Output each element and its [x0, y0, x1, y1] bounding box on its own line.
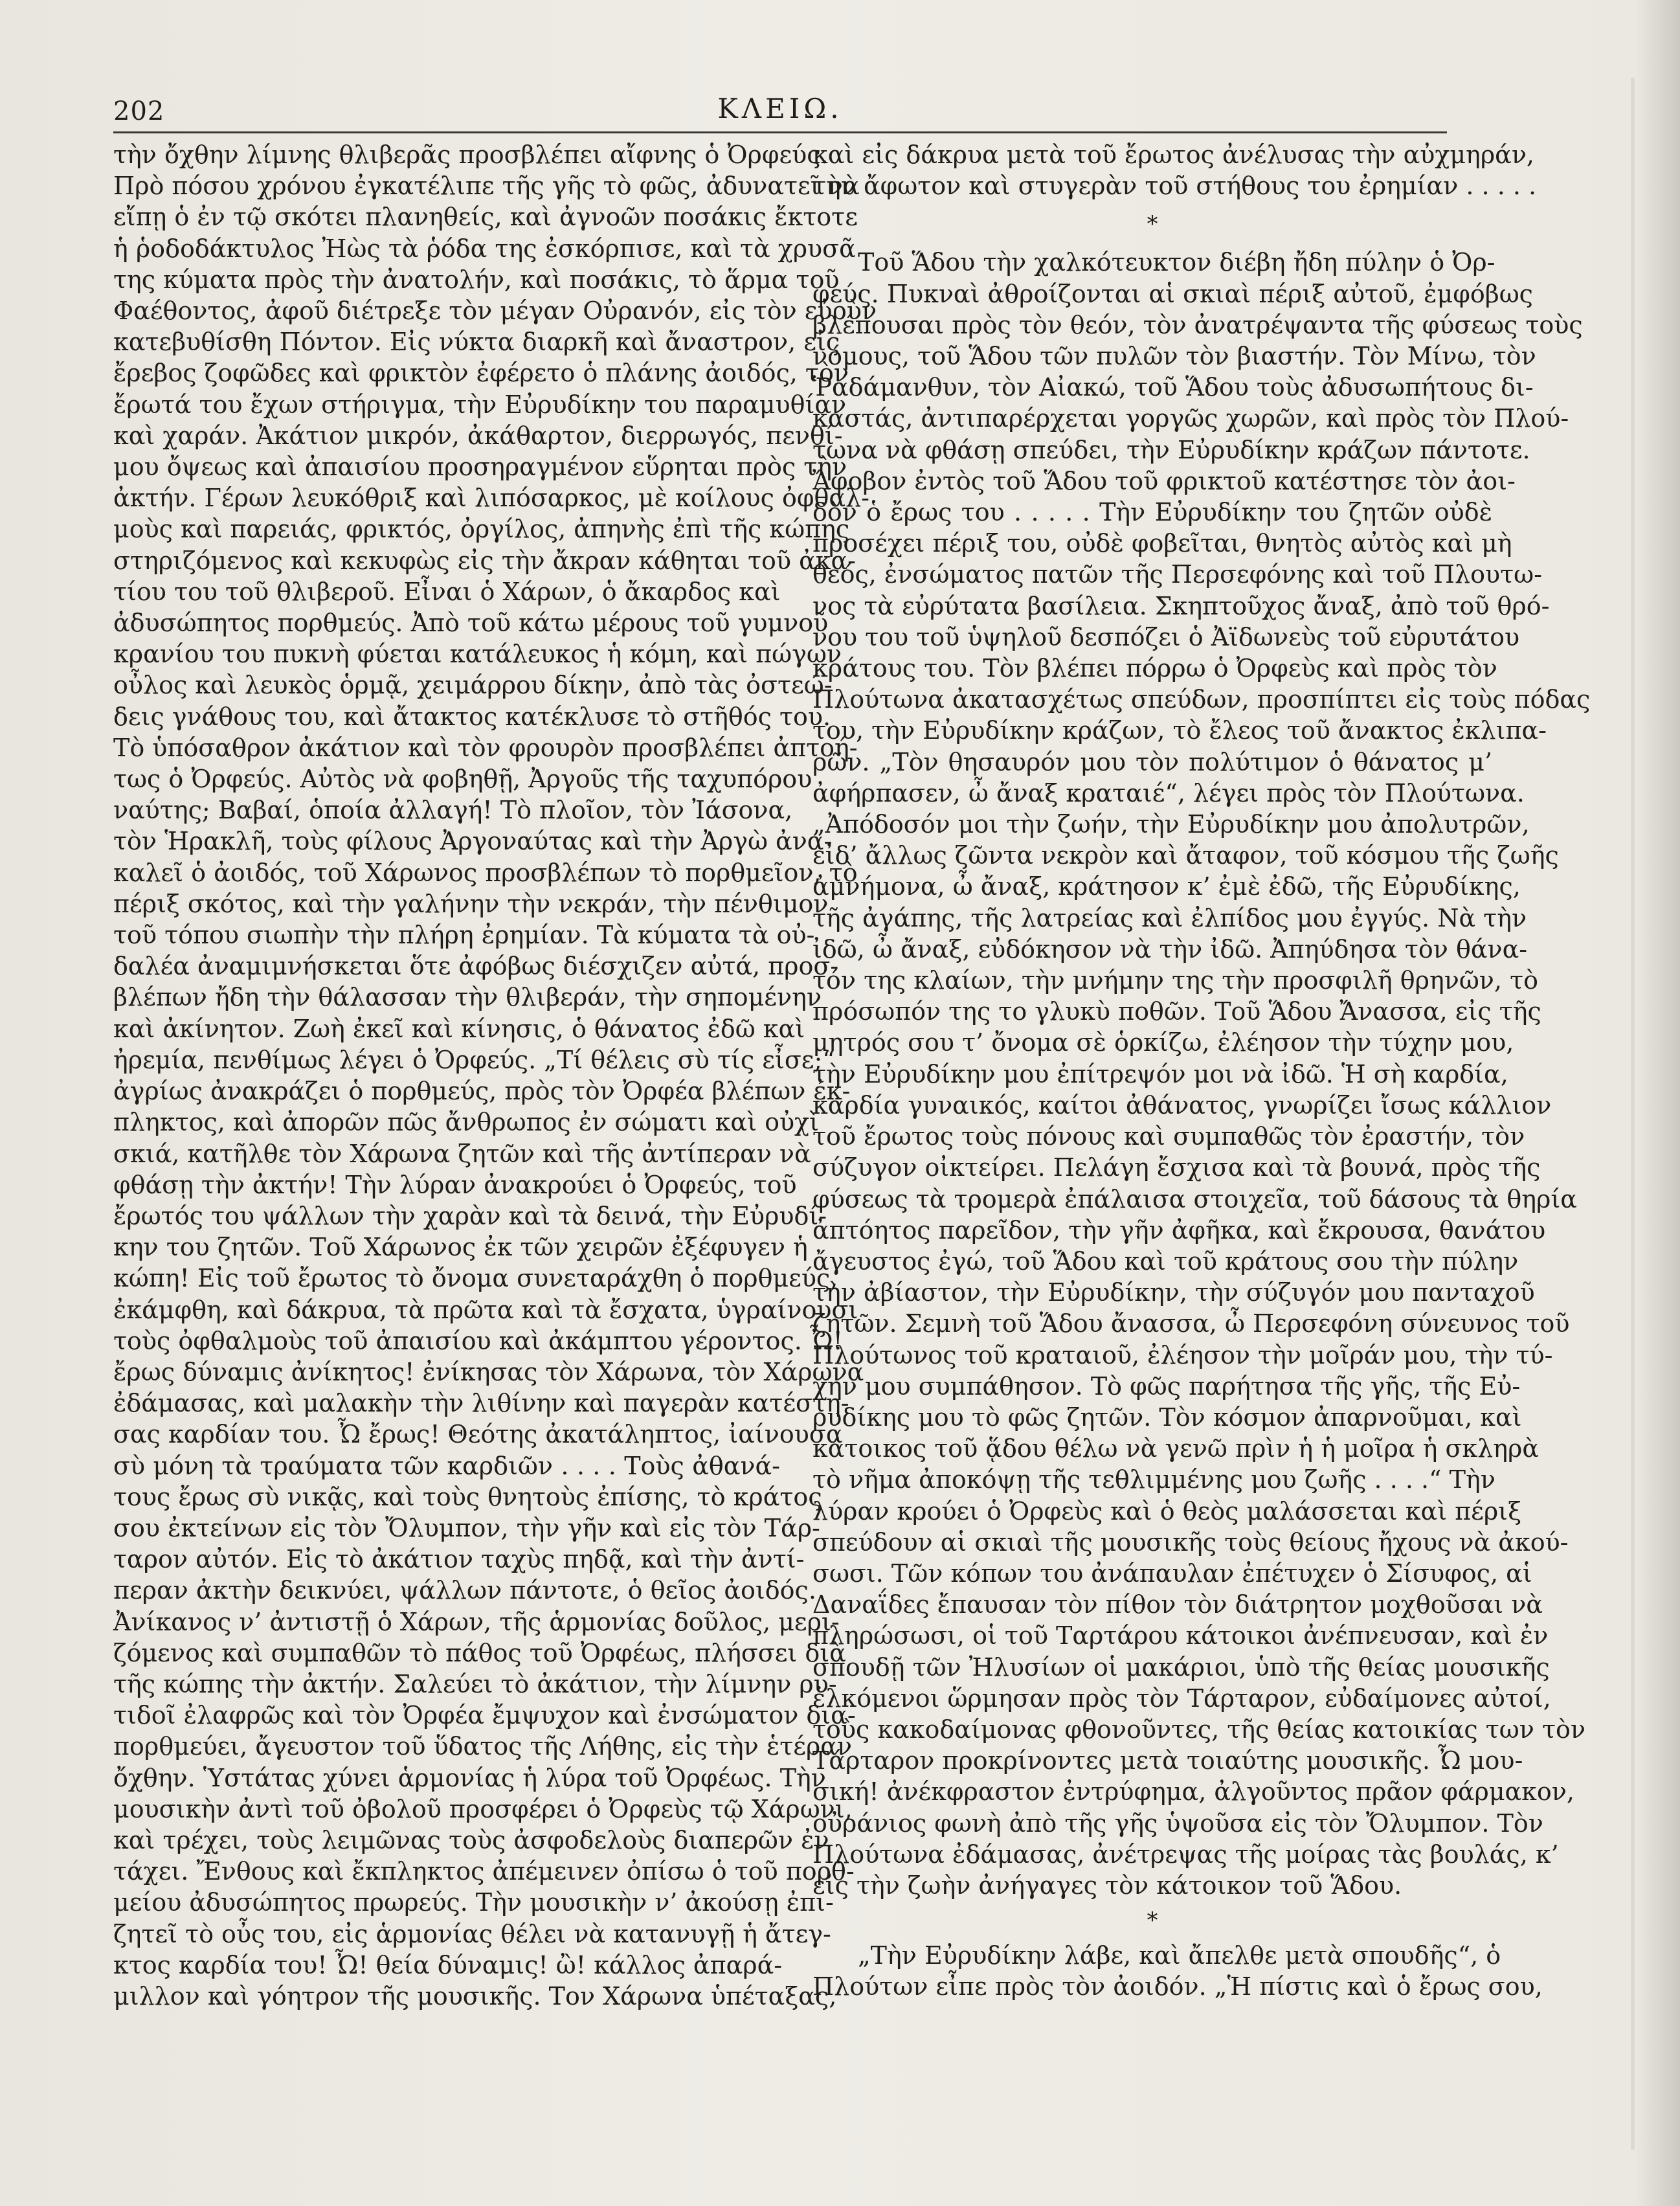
- text-line: περαν ἀκτὴν δεικνύει, ψάλλων πάντοτε, ὁ θεῖος ἀοιδός.: [113, 1576, 816, 1605]
- text-line: ἀφήρπασεν, ὦ ἄναξ κραταιέ“, λέγει πρὸς τὸν Πλούτωνα.: [812, 778, 1525, 807]
- text-line: ἀμνήμονα, ὦ ἄναξ, κράτησον κ’ ἐμὲ ἐδῶ, τῆς Εὐρυδίκης,: [812, 872, 1521, 901]
- text-line: καλεῖ ὁ ἀοιδός, τοῦ Χάρωνος προσβλέπων τὸ πορθμεῖον, τὸ: [113, 858, 858, 887]
- text-line: τὸν Ἡρακλῆ, τοὺς φίλους Ἀργοναύτας καὶ τὴν Ἀργὼ ἀνα-: [113, 827, 833, 856]
- text-line: κράτους του. Τὸν βλέπει πόρρω ὁ Ὀρφεὺς καὶ πρὸς τὸν: [812, 654, 1497, 683]
- text-line: σκιά, κατῆλθε τὸν Χάρωνα ζητῶν καὶ τῆς ἀντίπεραν νὰ: [113, 1139, 811, 1168]
- text-line: δὸν ὁ ἔρως του . . . . . Τὴν Εὐρυδίκην του ζητῶν οὐδὲ: [812, 498, 1492, 527]
- text-line: μιλλον καὶ γόητρον τῆς μουσικῆς. Τον Χάρωνα ὑπέταξας,: [113, 1981, 837, 2010]
- text-line: τὴν ἀβίαστον, τὴν Εὐρυδίκην, τὴν σύζυγόν μου πανταχοῦ: [812, 1278, 1535, 1307]
- text-line: ἔρωτός του ψάλλων τὴν χαρὰν καὶ τὰ δεινά, τὴν Εὐρυδί-: [113, 1201, 827, 1230]
- text-line: τοὺς ὀφθαλμοὺς τοῦ ἀπαισίου καὶ ἀκάμπτου γέροντος. Ὦ!: [113, 1326, 843, 1355]
- text-line: ἑλκόμενοι ὥρμησαν πρὸς τὸν Τάρταρον, εὐδαίμονες αὐτοί,: [812, 1683, 1551, 1713]
- text-line: Τοῦ Ἅδου τὴν χαλκότευκτον διέβη ἤδη πύλην ὁ Ὀρ-: [858, 248, 1495, 277]
- text-line: „Ἀπόδοσόν μοι τὴν ζωήν, τὴν Εὐρυδίκην μου ἀπολυτρῶν,: [812, 810, 1530, 839]
- text-line: μοὺς καὶ παρειάς, φρικτός, ὀργίλος, ἀπηνὴς ἐπὶ τῆς κώπης: [113, 515, 850, 544]
- text-line: τοῦ τόπου σιωπὴν τὴν πλήρη ἐρημίαν. Τὰ κύματα τὰ οὐ-: [113, 921, 815, 950]
- text-line: τίου του τοῦ θλιβεροῦ. Εἶναι ὁ Χάρων, ὁ ἄκαρδος καὶ: [113, 577, 781, 606]
- text-line: τους ἔρως σὺ νικᾷς, καὶ τοὺς θνητοὺς ἐπίσης, τὸ κράτος: [113, 1482, 822, 1511]
- text-line: δεις γνάθους του, καὶ ἄτακτος κατέκλυσε τὸ στῆθός του.: [113, 702, 831, 731]
- text-line: κτος καρδία του! Ὦ! θεία δύναμις! ὢ! κάλλος ἀπαρά-: [113, 1950, 783, 1979]
- text-line: Ἄφοβον ἐντὸς τοῦ Ἅδου τοῦ φρικτοῦ κατέστησε τὸν ἀοι-: [812, 466, 1516, 495]
- text-line: εἰδ’ ἄλλως ζῶντα νεκρὸν καὶ ἄταφον, τοῦ κόσμου τῆς ζωῆς: [812, 841, 1559, 870]
- text-line: „Τὴν Εὐρυδίκην λάβε, καὶ ἄπελθε μετὰ σπουδῆς“, ὁ: [858, 1941, 1501, 1970]
- right-column-section: [812, 247, 1591, 1901]
- text-line: καστάς, ἀντιπαρέρχεται γοργῶς χωρῶν, καὶ πρὸς τὸν Πλού-: [812, 404, 1569, 433]
- text-line: πληκτος, καὶ ἀπορῶν πῶς ἄνθρωπος ἐν σώματι καὶ οὐχὶ: [113, 1108, 819, 1137]
- text-line: βλέπων ἤδη τὴν θάλασσαν τὴν θλιβεράν, τὴν σηπομένην: [113, 983, 822, 1012]
- text-line: Πλούτωνα ἀκατασχέτως σπεύδων, προσπίπτει εἰς τοὺς πόδας: [812, 685, 1591, 714]
- text-line: ζητεῖ τὸ οὖς του, εἰς ἁρμονίας θέλει νὰ κατανυγῇ ἡ ἄτεγ-: [113, 1919, 831, 1948]
- header-rule: [113, 131, 1447, 133]
- text-line: πληρώσωσι, οἱ τοῦ Ταρτάρου κάτοικοι ἀνέπνευσαν, καὶ ἐν: [812, 1621, 1549, 1650]
- text-line: Φαέθοντος, ἀφοῦ διέτρεξε τὸν μέγαν Οὐρανόν, εἰς τὸν εὐρὺν: [113, 297, 877, 326]
- text-line: ναύτης; Βαβαί, ὁποία ἀλλαγή! Τὸ πλοῖον, τὸν Ἰάσονα,: [113, 796, 793, 825]
- text-line: ἔρως δύναμις ἀνίκητος! ἐνίκησας τὸν Χάρωνα, τὸν Χάρωνα: [113, 1357, 864, 1386]
- text-line: τῆς κώπης τὴν ἀκτήν. Σαλεύει τὸ ἀκάτιον, τὴν λίμνην ρυ-: [113, 1669, 837, 1698]
- text-line: καὶ ἀκίνητον. Ζωὴ ἐκεῖ καὶ κίνησις, ὁ θάνατος ἐδῶ καὶ: [113, 1014, 805, 1043]
- text-line: ζόμενος καὶ συμπαθῶν τὸ πάθος τοῦ Ὀρφέως, πλήσσει διὰ: [113, 1638, 846, 1667]
- page-header: [113, 87, 1447, 133]
- text-line: κην του ζητῶν. Τοῦ Χάρωνος ἐκ τῶν χειρῶν ἐξέφυγεν ἡ: [113, 1233, 808, 1262]
- text-line: φεύς. Πυκναὶ ἀθροίζονται αἱ σκιαὶ πέριξ αὐτοῦ, ἐμφόβως: [812, 279, 1533, 308]
- text-line: σπεύδουν αἱ σκιαὶ τῆς μουσικῆς τοὺς θείους ἤχους νὰ ἀκού-: [812, 1527, 1569, 1557]
- text-line: κάτοικος τοῦ ᾅδου θέλω νὰ γενῶ πρὶν ἡ ἡ μοῖρα ἡ σκληρὰ: [812, 1434, 1540, 1463]
- text-line: Πλούτων εἶπε πρὸς τὸν ἀοιδόν. „Ἡ πίστις καὶ ὁ ἔρως σου,: [812, 1972, 1543, 2001]
- text-line: μείου ἀδυσώπητος πρωρεύς. Τὴν μουσικὴν ν’ ἀκούσῃ ἐπι-: [113, 1888, 834, 1917]
- text-line: τὴν ἄφωτον καὶ στυγερὰν τοῦ στήθους του ἐρημίαν . . . . .: [812, 172, 1537, 201]
- text-line: ἡ ῥοδοδάκτυλος Ἠὼς τὰ ῥόδα της ἐσκόρπισε, καὶ τὰ χρυσᾶ: [113, 234, 856, 263]
- right-column-opening: [812, 139, 1537, 201]
- text-line: ἀπτόητος παρεῖδον, τὴν γῆν ἀφῆκα, καὶ ἔκρουσα, θανάτου: [812, 1215, 1546, 1244]
- text-line: καὶ χαράν. Ἀκάτιον μικρόν, ἀκάθαρτον, διερρωγός, πενθί-: [113, 421, 843, 450]
- text-line: τόν της κλαίων, τὴν μνήμην της τὴν προσφιλῆ θρηνῶν, τὸ: [812, 966, 1538, 995]
- text-line: τῆς ἀγάπης, τῆς λατρείας καὶ ἐλπίδος μου ἐγγύς. Νὰ τὴν: [812, 903, 1527, 932]
- text-line: πρόσωπόν της το γλυκὺ ποθῶν. Τοῦ Ἅδου Ἄνασσα, εἰς τῆς: [812, 997, 1541, 1026]
- text-line: Ῥαδάμανθυν, τὸν Αἰακώ, τοῦ Ἅδου τοὺς ἀδυσωπήτους δι-: [812, 373, 1534, 402]
- text-line: σική! ἀνέκφραστον ἐντρύφημα, ἀλγοῦντος πρᾶον φάρμακον,: [812, 1777, 1574, 1806]
- text-line: καὶ εἰς δάκρυα μετὰ τοῦ ἔρωτος ἀνέλυσας τὴν αὐχμηράν,: [812, 141, 1535, 169]
- text-line: τοὺς κακοδαίμονας φθονοῦντες, τῆς θείας κατοικίας των τὸν: [812, 1715, 1585, 1744]
- section-separator: *: [1147, 1908, 1158, 1934]
- text-line: καρδία γυναικός, καίτοι ἀθάνατος, γνωρίζει ἴσως κάλλιον: [812, 1090, 1552, 1120]
- text-line: σωσι. Τῶν κόπων του ἀνάπαυλαν ἐπέτυχεν ὁ Σίσυφος, αἱ: [812, 1559, 1532, 1588]
- text-line: σὺ μόνη τὰ τραύματα τῶν καρδιῶν . . . . Τοὺς ἀθανά-: [113, 1451, 780, 1480]
- text-line: τάχει. Ἔνθους καὶ ἔκπληκτος ἀπέμεινεν ὀπίσω ὁ τοῦ πορθ-: [113, 1857, 855, 1886]
- text-line: Πλούτωνος τοῦ κραταιοῦ, ἐλέησον τὴν μοῖράν μου, τὴν τύ-: [812, 1340, 1553, 1369]
- left-column: [113, 139, 877, 2166]
- text-line: της κύματα πρὸς τὴν ἀνατολήν, καὶ ποσάκις, τὸ ἅρμα τοῦ: [113, 265, 840, 294]
- text-line: καὶ τρέχει, τοὺς λειμῶνας τοὺς ἀσφοδελοὺς διαπερῶν ἐν: [113, 1825, 829, 1854]
- right-column: [812, 139, 1591, 2166]
- text-line: Πλούτωνα ἐδάμασας, ἀνέτρεψας τῆς μοίρας τὰς βουλάς, κ’: [812, 1840, 1559, 1869]
- text-line: λύραν κρούει ὁ Ὀρφεὺς καὶ ὁ θεὸς μαλάσσεται καὶ πέριξ: [812, 1496, 1522, 1525]
- text-line: στηριζόμενος καὶ κεκυφὼς εἰς τὴν ἄκραν κάθηται τοῦ ἀκα-: [113, 546, 857, 575]
- text-line: πορθμεύει, ἄγευστον τοῦ ὕδατος τῆς Λήθης, εἰς τὴν ἑτέραν: [113, 1732, 853, 1761]
- text-line: φύσεως τὰ τρομερὰ ἐπάλαισα στοιχεῖα, τοῦ δάσους τὰ θηρία: [812, 1184, 1577, 1213]
- text-line: ἔρεβος ζοφῶδες καὶ φρικτὸν ἐφέρετο ὁ πλάνης ἀοιδός, τὸν: [113, 359, 849, 388]
- text-line: ζητῶν. Σεμνὴ τοῦ Ἅδου ἄνασσα, ὦ Περσεφόνη σύνευνος τοῦ: [812, 1309, 1570, 1338]
- text-line: ἠρεμία, πενθίμως λέγει ὁ Ὀρφεύς. „Τί θέλεις σὺ τίς εἶσε;“: [113, 1045, 835, 1074]
- text-line: μητρός σου τ’ ὄνομα σὲ ὁρκίζω, ἐλέησον τὴν τύχην μου,: [812, 1028, 1514, 1057]
- text-line: φθάσῃ τὴν ἀκτήν! Τὴν λύραν ἀνακρούει ὁ Ὀρφεύς, τοῦ: [113, 1170, 797, 1199]
- text-line: τὴν ὄχθην λίμνης θλιβερᾶς προσβλέπει αἴφνης ὁ Ὀρφεύς.: [113, 141, 829, 169]
- text-line: ταρον αὐτόν. Εἰς τὸ ἀκάτιον ταχὺς πηδᾷ, καὶ τὴν ἀντί-: [113, 1545, 805, 1574]
- text-line: ὄχθην. Ὑστάτας χύνει ἁρμονίας ἡ λύρα τοῦ Ὀρφέως. Τὴν: [113, 1763, 826, 1792]
- text-line: τως ὁ Ὀρφεύς. Αὐτὸς νὰ φοβηθῇ, Ἀργοῦς τῆς ταχυπόρου: [113, 765, 812, 794]
- text-line: τωνα νὰ φθάσῃ σπεύδει, τὴν Εὐρυδίκην κράζων πάντοτε.: [812, 435, 1530, 464]
- text-line: μουσικὴν ἀντὶ τοῦ ὀβολοῦ προσφέρει ὁ Ὀρφεὺς τῷ Χάρωνι,: [113, 1794, 853, 1823]
- text-line: ἔρωτά του ἔχων στήριγμα, τὴν Εὐρυδίκην του παραμυθίαν: [113, 390, 847, 419]
- text-line: ἐδάμασας, καὶ μαλακὴν τὴν λιθίνην καὶ παγερὰν κατέστη-: [113, 1389, 849, 1418]
- right-column-closing: [812, 1940, 1543, 2002]
- text-line: νου του τοῦ ὑψηλοῦ δεσπόζει ὁ Ἀϊδωνεὺς τοῦ εὐρυτάτου: [812, 622, 1520, 651]
- text-line: νος τὰ εὐρύτατα βασίλεια. Σκηπτοῦχος ἄναξ, ἀπὸ τοῦ θρό-: [812, 591, 1550, 620]
- text-line: τοῦ ἔρωτος τοὺς πόνους καὶ συμπαθῶς τὸν ἐραστήν, τὸν: [812, 1122, 1525, 1151]
- text-line: ἀκτήν. Γέρων λευκόθριξ καὶ λιπόσαρκος, μὲ κοίλους ὀφθαλ-: [113, 484, 869, 513]
- text-line: θεός, ἐνσώματος πατῶν τῆς Περσεφόνης καὶ τοῦ Πλουτω-: [812, 560, 1542, 589]
- text-line: σύζυγον οἰκτείρει. Πελάγη ἔσχισα καὶ τὰ βουνά, πρὸς τῆς: [812, 1153, 1541, 1182]
- text-line: σας καρδίαν του. Ὦ ἔρως! Θεότης ἀκατάληπτος, ἰαίνουσα: [113, 1420, 843, 1449]
- text-line: πέριξ σκότος, καὶ τὴν γαλήνην τὴν νεκράν, τὴν πένθιμον: [113, 889, 829, 918]
- text-line: ἀδυσώπητος πορθμεύς. Ἀπὸ τοῦ κάτω μέρους τοῦ γυμνοῦ: [113, 609, 829, 638]
- text-line: σου ἐκτείνων εἰς τὸν Ὄλυμπον, τὴν γῆν καὶ εἰς τὸν Τάρ-: [113, 1513, 820, 1542]
- text-line: Τὸ ὑπόσαθρον ἀκάτιον καὶ τὸν φρουρὸν προσβλέπει ἀπτοή-: [113, 733, 858, 762]
- text-line: οὐράνιος φωνὴ ἀπὸ τῆς γῆς ὑψοῦσα εἰς τὸν Ὄλυμπον. Τὸν: [812, 1808, 1543, 1838]
- section-separator: *: [1147, 211, 1158, 238]
- text-line: ἀγρίως ἀνακράζει ὁ πορθμεύς, πρὸς τὸν Ὀρφέα βλέπων ἐκ-: [113, 1077, 851, 1106]
- text-line: ρῶν. „Τὸν θησαυρόν μου τὸν πολύτιμον ὁ θάνατος μ’: [812, 747, 1492, 776]
- text-line: Πρὸ πόσου χρόνου ἐγκατέλιπε τῆς γῆς τὸ φῶς, ἀδυνατεῖ νὰ: [113, 172, 860, 201]
- binding-shadow: [1635, 0, 1680, 2206]
- text-line: Ἀνίκανος ν’ ἀντιστῇ ὁ Χάρων, τῆς ἁρμονίας δοῦλος, μερι-: [113, 1607, 840, 1636]
- text-line: κώπη! Εἰς τοῦ ἔρωτος τὸ ὄνομα συνεταράχθη ὁ πορθμεύς,: [113, 1264, 838, 1293]
- page-number: 202: [113, 96, 165, 126]
- text-line: δαλέα ἀναμιμνήσκεται ὅτε ἀφόβως διέσχιζεν αὐτά, προσ-: [113, 952, 839, 981]
- running-title: ΚΛΕΙΩ.: [717, 93, 843, 124]
- text-line: εἰς τὴν ζωὴν ἀνήγαγες τὸν κάτοικον τοῦ Ἅδου.: [812, 1871, 1402, 1900]
- text-line: σπουδῇ τῶν Ἠλυσίων οἱ μακάριοι, ὑπὸ τῆς θείας μουσικῆς: [812, 1652, 1550, 1682]
- text-line: τιδοῖ ἐλαφρῶς καὶ τὸν Ὀρφέα ἔμψυχον καὶ ἐνσώματον δια-: [113, 1701, 856, 1730]
- text-line: βλέπουσαι πρὸς τὸν θεόν, τὸν ἀνατρέψαντα τῆς φύσεως τοὺς: [812, 310, 1583, 339]
- text-line: του, τὴν Εὐρυδίκην κράζων, τὸ ἔλεος τοῦ ἄνακτος ἐκλιπα-: [812, 716, 1547, 745]
- text-line: νόμους, τοῦ Ἅδου τῶν πυλῶν τὸν βιαστήν. Τὸν Μίνω, τὸν: [812, 342, 1536, 371]
- text-line: προσέχει πέριξ του, οὐδὲ φοβεῖται, θνητὸς αὐτὸς καὶ μὴ: [812, 529, 1512, 558]
- text-line: οὖλος καὶ λευκὸς ὁρμᾷ, χειμάρρου δίκην, ἀπὸ τὰς ὀστεώ-: [113, 671, 833, 700]
- text-line: ρυδίκης μου τὸ φῶς ζητῶν. Τὸν κόσμον ἀπαρνοῦμαι, καὶ: [812, 1402, 1522, 1432]
- text-line: χην μου συμπάθησον. Τὸ φῶς παρήτησα τῆς γῆς, τῆς Εὐ-: [812, 1371, 1521, 1401]
- text-line: μου ὄψεως καὶ ἀπαισίου προσηραγμένον εὕρηται πρὸς τὴν: [113, 453, 847, 482]
- text-line: κατεβυθίσθη Πόντον. Εἰς νύκτα διαρκῆ καὶ ἄναστρον, εἰς: [113, 328, 840, 357]
- text-line: εἴπῃ ὁ ἐν τῷ σκότει πλανηθείς, καὶ ἀγνοῶν ποσάκις ἔκτοτε: [113, 203, 858, 232]
- text-line: τὸ νῆμα ἀποκόψῃ τῆς τεθλιμμένης μου ζωῆς . . . .“ Τὴν: [812, 1465, 1495, 1494]
- text-line: Δαναΐδες ἔπαυσαν τὸν πίθον τὸν διάτρητον μοχθοῦσαι νὰ: [812, 1590, 1543, 1619]
- text-line: ἄγευστος ἐγώ, τοῦ Ἅδου καὶ τοῦ κράτους σου τὴν πύλην: [812, 1246, 1519, 1276]
- text-line: Τάρταρον προκρίνοντες μετὰ τοιαύτης μουσικῆς. Ὦ μου-: [812, 1746, 1523, 1775]
- text-line: τὴν Εὐρυδίκην μου ἐπίτρεψόν μοι νὰ ἰδῶ. Ἡ σὴ καρδία,: [812, 1059, 1508, 1088]
- text-line: ἰδῶ, ὦ ἄναξ, εὐδόκησον νὰ τὴν ἰδῶ. Ἀπηύδησα τὸν θάνα-: [812, 934, 1528, 963]
- text-line: κρανίου του πυκνὴ φύεται κατάλευκος ἡ κόμη, καὶ πώγων: [113, 640, 842, 669]
- text-line: ἐκάμφθη, καὶ δάκρυα, τὰ πρῶτα καὶ τὰ ἔσχατα, ὑγραίνουσι: [113, 1295, 858, 1324]
